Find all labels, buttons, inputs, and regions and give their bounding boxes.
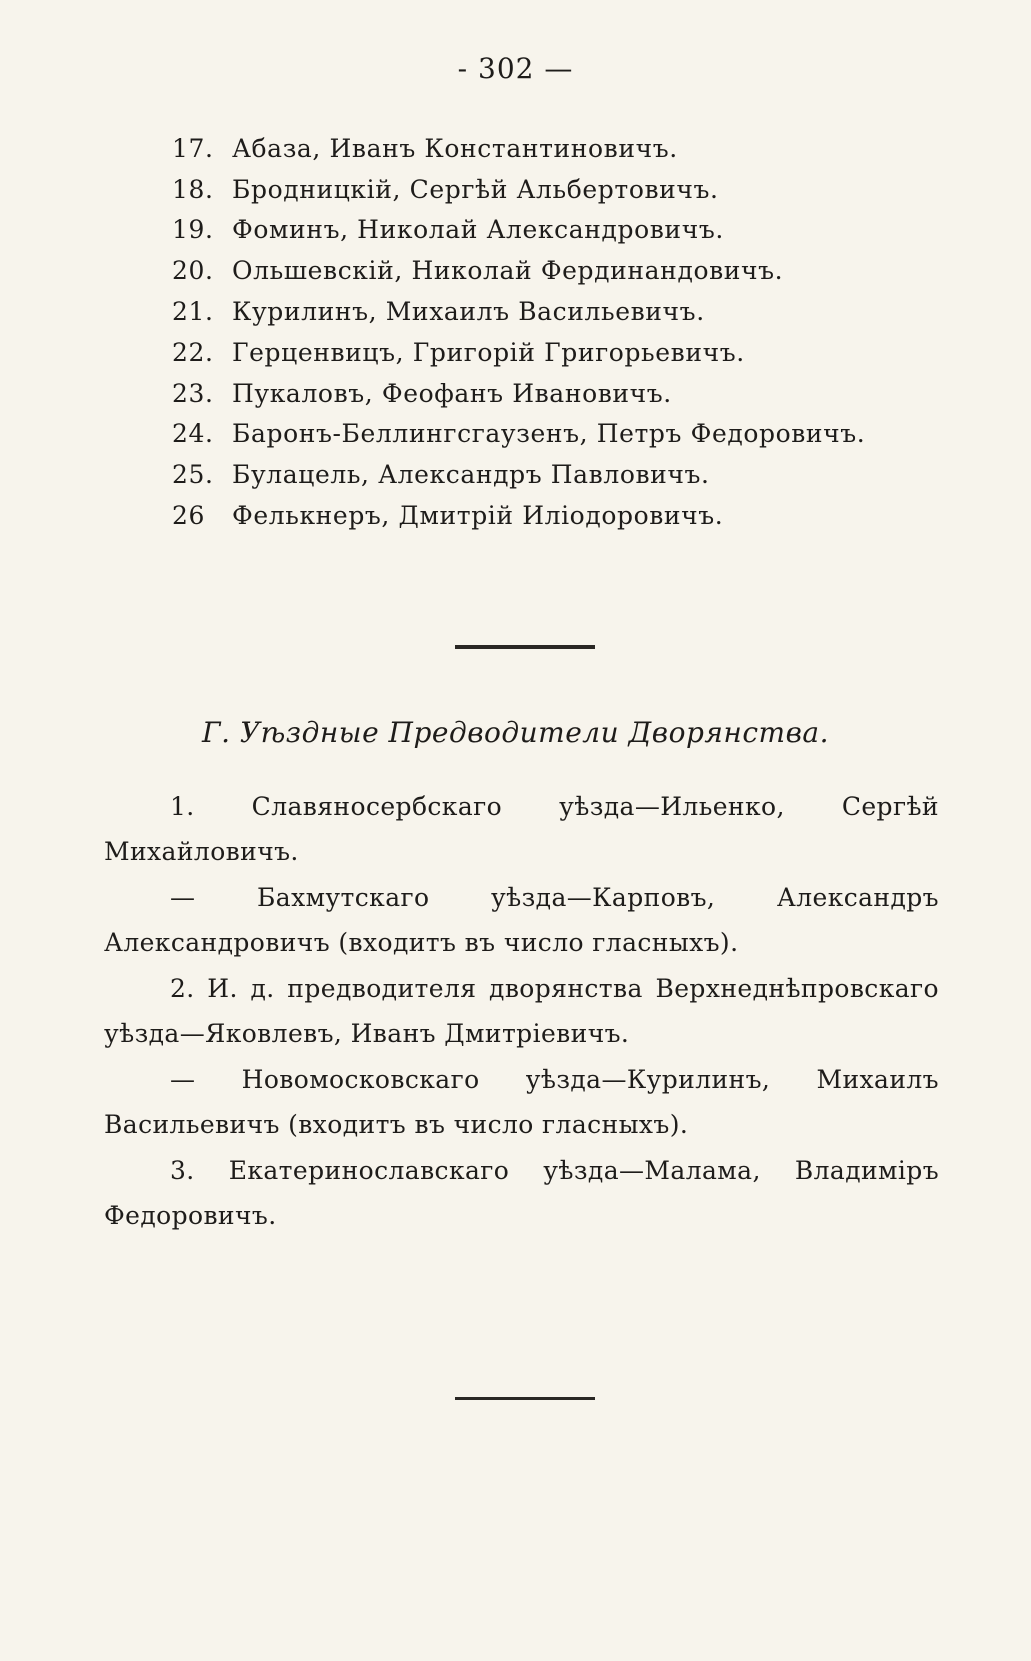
section-divider <box>455 645 595 649</box>
list-item <box>172 291 932 332</box>
item-name: Герценвицъ, Григорій Григорьевичъ. <box>232 337 745 367</box>
list-item <box>172 454 932 495</box>
member-list <box>172 128 932 536</box>
item-name: Ольшевскій, Николай Фердинандовичъ. <box>232 256 784 286</box>
list-item <box>172 414 932 455</box>
paragraph: 3. Екатеринославскаго уѣзда—Малама, Владиміръ Федоровичъ. <box>104 1156 939 1230</box>
list-item <box>172 495 932 536</box>
paragraph: — Новомосковскаго уѣзда—Курилинъ, Михаилъ Васильевичъ (входитъ въ число гласныхъ). <box>104 1065 939 1139</box>
paragraph: 2. И. д. предводителя дворянства Верхнеднѣпровскаго уѣзда—Яковлевъ, Иванъ Дмитріевичъ. <box>104 974 939 1048</box>
item-number: 18. <box>172 174 214 204</box>
item-number: 24. <box>172 419 214 449</box>
item-name: Фелькнеръ, Дмитрій Иліодоровичъ. <box>232 501 724 531</box>
item-number: 22. <box>172 337 214 367</box>
item-name: Бродницкій, Сергѣй Альбертовичъ. <box>232 174 719 204</box>
paragraph: 1. Славяносербскаго уѣзда—Ильенко, Сергѣй Михайловичъ. <box>104 792 939 866</box>
item-name: Курилинъ, Михаилъ Васильевичъ. <box>232 297 705 327</box>
item-number: 19. <box>172 215 214 245</box>
item-number: 26 <box>172 501 206 531</box>
item-name: Фоминъ, Николай Александровичъ. <box>232 215 724 245</box>
list-item <box>172 332 932 373</box>
item-number: 25. <box>172 460 214 490</box>
list-item <box>172 250 932 291</box>
item-number: 20. <box>172 256 214 286</box>
item-name: Баронъ-Беллингсгаузенъ, Петръ Федоровичъ. <box>232 419 866 449</box>
item-name: Булацель, Александръ Павловичъ. <box>232 460 710 490</box>
list-item <box>172 128 932 169</box>
item-name: Абаза, Иванъ Константиновичъ. <box>232 133 678 163</box>
item-number: 21. <box>172 297 214 327</box>
list-item <box>172 169 932 210</box>
paragraph: — Бахмутскаго уѣзда—Карповъ, Александръ Александровичъ (входитъ въ число гласныхъ). <box>104 883 939 957</box>
section-title: Г. Уѣздные Предводители Дворянства. <box>202 716 829 749</box>
item-number: 17. <box>172 133 214 163</box>
end-divider <box>455 1397 595 1400</box>
item-name: Пукаловъ, Феофанъ Ивановичъ. <box>232 378 672 408</box>
page-number: - 302 — <box>457 52 574 85</box>
item-number: 23. <box>172 378 214 408</box>
list-item <box>172 373 932 414</box>
list-item <box>172 210 932 251</box>
district-leaders-text <box>104 784 939 1239</box>
